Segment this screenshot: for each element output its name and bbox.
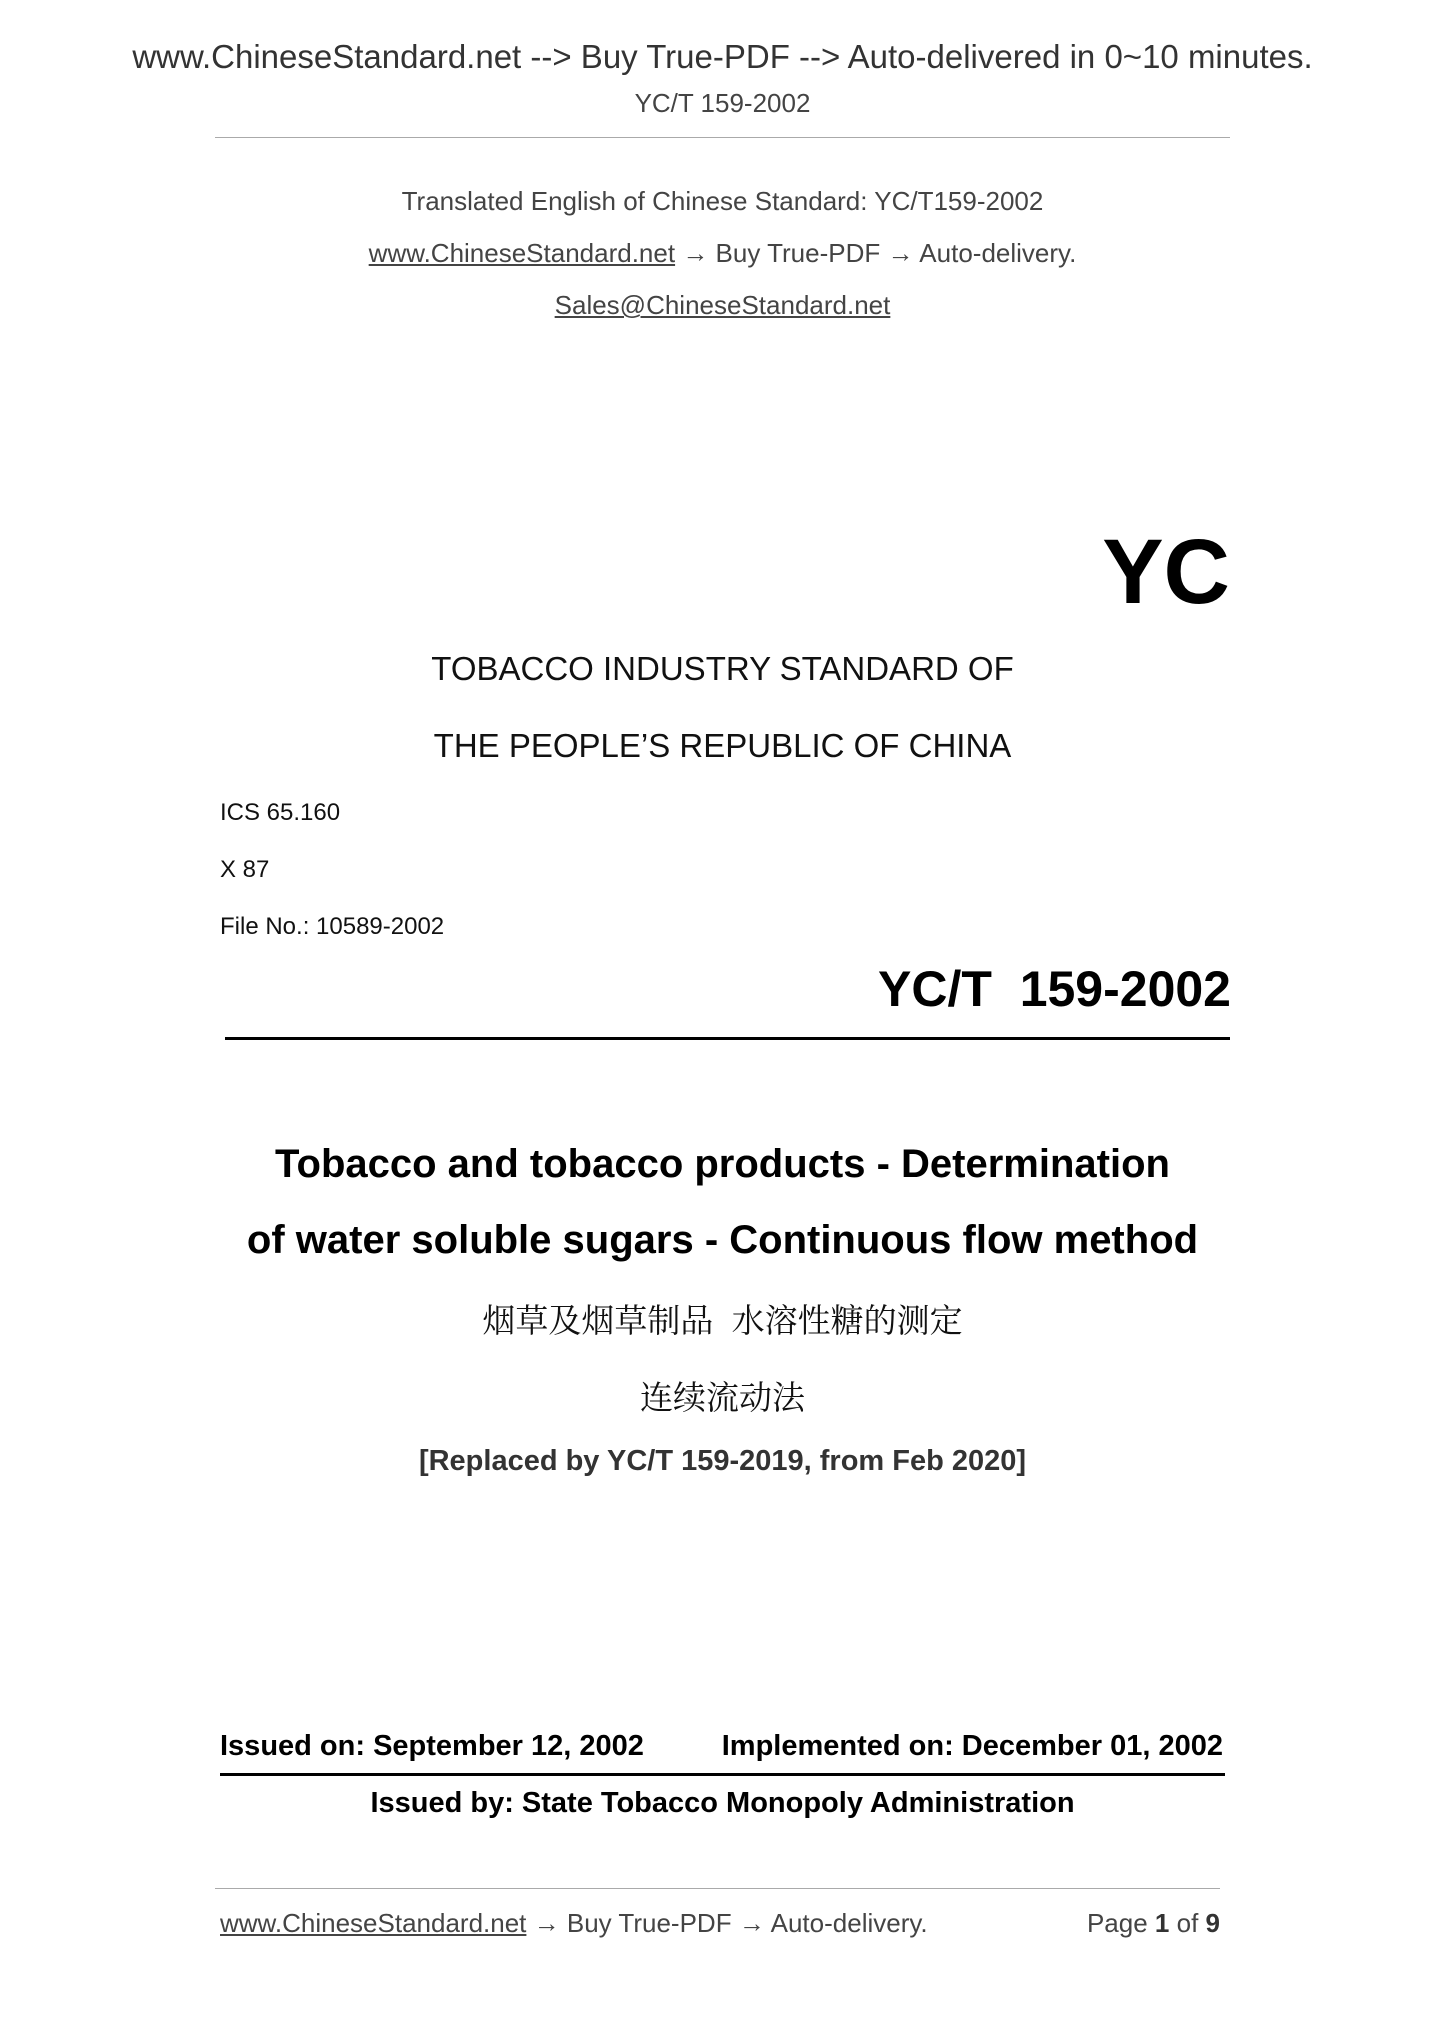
site-link[interactable]: www.ChineseStandard.net: [368, 238, 676, 268]
header-standard-code: YC/T 159-2002: [634, 88, 811, 118]
issued-on-date: Issued on: September 12, 2002: [220, 1730, 644, 1762]
page-label: Page: [1086, 1908, 1148, 1938]
chinese-title-line1: 烟草及烟草制品 水溶性糖的测定: [482, 1302, 963, 1339]
footer-buy-line: [220, 1908, 928, 1939]
footer-buy-text: Buy True-PDF: [566, 1908, 732, 1938]
footer-site-link[interactable]: www.ChineseStandard.net: [220, 1908, 527, 1938]
page-indicator: [1087, 1908, 1220, 1939]
auto-delivery-text: Auto-delivery.: [919, 238, 1077, 268]
buy-true-pdf-text: Buy True-PDF: [715, 238, 881, 268]
standard-divider: [225, 1037, 1230, 1040]
implemented-on-date: Implemented on: December 01, 2002: [721, 1730, 1223, 1762]
page-total: 9: [1205, 1908, 1220, 1938]
yc-logo: YC: [1102, 521, 1230, 623]
org-title-line1: TOBACCO INDUSTRY STANDARD OF: [431, 650, 1014, 687]
standard-number: YC/T 159-2002: [878, 961, 1231, 1017]
page-of: of: [1176, 1908, 1199, 1938]
sales-email-link[interactable]: Sales@ChineseStandard.net: [554, 290, 891, 320]
dates-divider: [220, 1773, 1225, 1776]
main-title-line2: of water soluble sugars - Continuous flow method: [246, 1218, 1199, 1262]
footer-divider: [215, 1888, 1220, 1889]
arrow-right-icon: →: [682, 238, 709, 268]
arrow-right-icon: →: [533, 1908, 560, 1938]
page-current: 1: [1154, 1908, 1170, 1938]
classification-code: X 87: [220, 856, 270, 883]
org-title-line2: THE PEOPLE’S REPUBLIC OF CHINA: [433, 727, 1012, 764]
arrow-right-icon: →: [887, 238, 914, 268]
sales-email-line: [0, 290, 1445, 321]
chinese-title-line2: 连续流动法: [640, 1379, 805, 1416]
issued-by: Issued by: State Tobacco Monopoly Administration: [370, 1787, 1075, 1819]
ics-code: ICS 65.160: [220, 799, 341, 826]
buy-link-line: [0, 238, 1445, 269]
header-divider: [215, 137, 1230, 138]
footer-delivery-text: Auto-delivery.: [770, 1908, 928, 1938]
translated-notice: Translated English of Chinese Standard: YC/T159-2002: [401, 186, 1044, 216]
top-banner: www.ChineseStandard.net --> Buy True-PDF --> Auto-delivered in 0~10 minutes.: [132, 38, 1313, 75]
file-number: File No.: 10589-2002: [220, 913, 445, 940]
main-title-line1: Tobacco and tobacco products - Determination: [275, 1142, 1170, 1186]
arrow-right-icon: →: [738, 1908, 765, 1938]
replaced-notice: [Replaced by YC/T 159-2019, from Feb 2020]: [418, 1445, 1027, 1477]
